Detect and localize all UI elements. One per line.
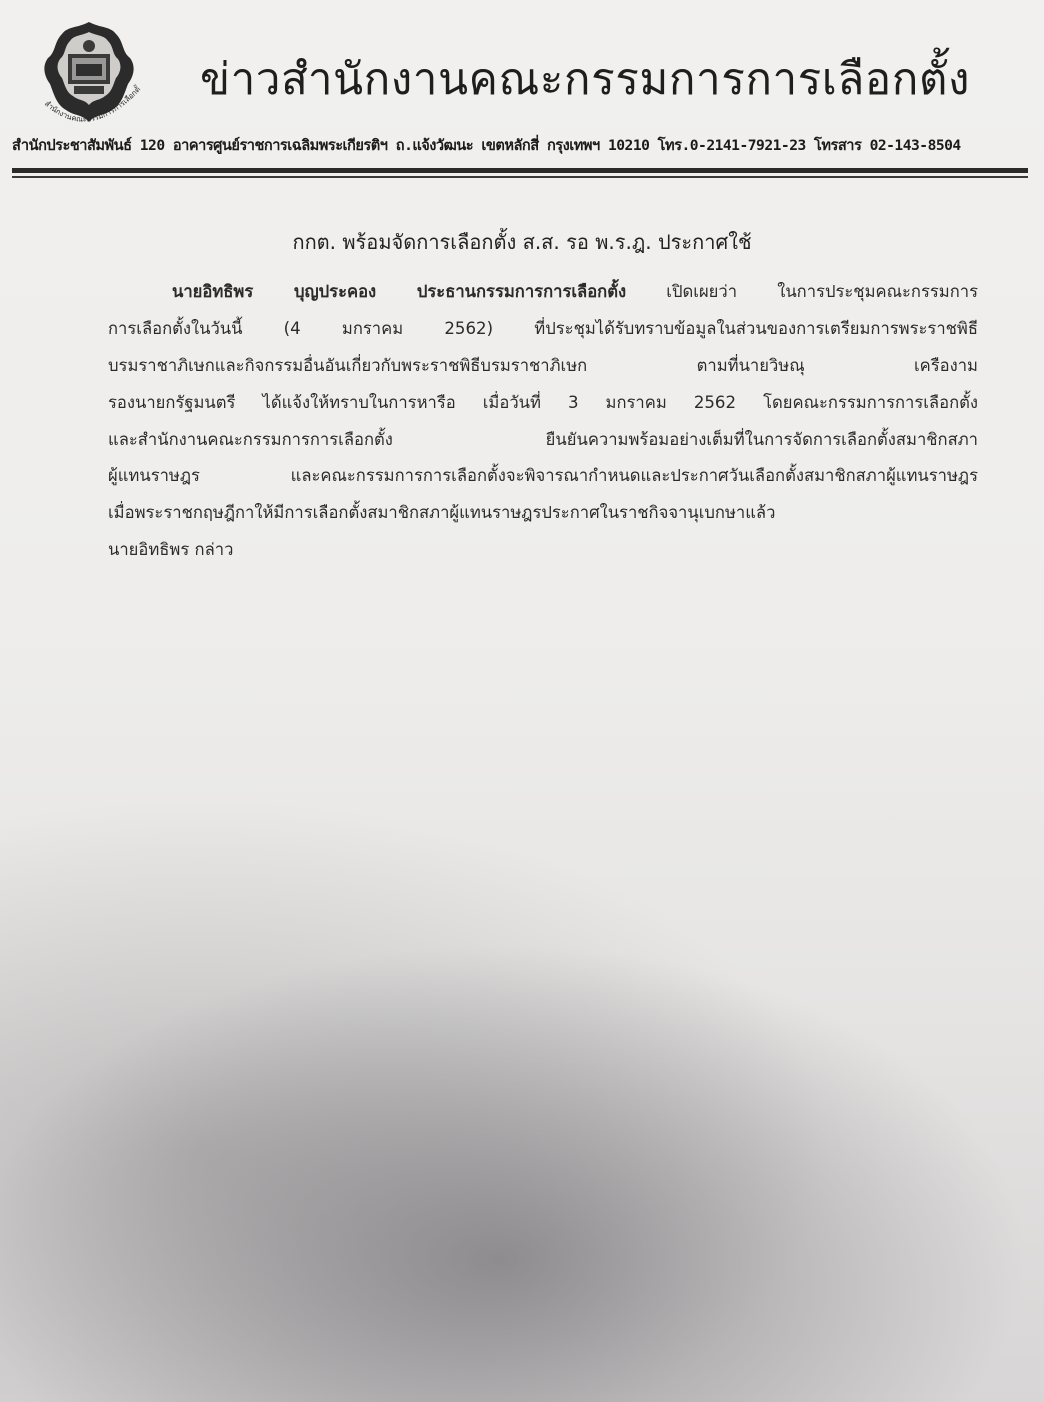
body-line [108, 274, 978, 311]
body-line: การเลือกตั้งในวันนี้ (4 มกราคม 2562) ที่ประชุมได้รับทราบข้อมูลในส่วนของการเตรียมการพระราชพิธี [108, 318, 978, 338]
agency-title: ข่าวสำนักงานคณะกรรมการการเลือกตั้ง [200, 54, 970, 105]
lead-speaker: นายอิทธิพร บุญประคอง ประธานกรรมการการเลือกตั้ง [172, 282, 627, 301]
header-divider-thin [12, 176, 1028, 178]
body-line: บรมราชาภิเษกและกิจกรรมอื่นอันเกี่ยวกับพระราชพิธีบรมราชาภิเษก ตามที่นายวิษณุ เครืองาม [108, 355, 978, 375]
body-line: นายอิทธิพร กล่าว [108, 540, 234, 560]
news-headline: กกต. พร้อมจัดการเลือกตั้ง ส.ส. รอ พ.ร.ฎ. ประกาศใช้ [292, 230, 752, 254]
body-line: ผู้แทนราษฎร และคณะกรรมการการเลือกตั้งจะพิจารณากำหนดและประกาศวันเลือกตั้งสมาชิกสภาผู้แทนราษฎร [108, 466, 978, 486]
logo-arc-text: สำนักงานคณะกรรมการการเลือกตั้ [42, 84, 143, 124]
article-body [108, 274, 978, 569]
body-line: รองนายกรัฐมนตรี ได้แจ้งให้ทราบในการหารือ เมื่อวันที่ 3 มกราคม 2562 โดยคณะกรรมการการเลือกตั้ง [108, 392, 978, 412]
election-commission-seal-logo [30, 18, 148, 130]
agency-address: สำนักประชาสัมพันธ์ 120 อาคารศูนย์ราชการเฉลิมพระเกียรติฯ ถ.แจ้งวัฒนะ เขตหลักสี่ กรุงเทพฯ 10210 โทร.0-2141-7921-23 โทรสาร 02-143-8504 [12, 137, 961, 154]
body-line: เมื่อพระราชกฤษฎีกาให้มีการเลือกตั้งสมาชิกสภาผู้แทนราษฎรประกาศในราชกิจจานุเบกษาแล้ว [108, 503, 776, 523]
header-divider-thick [12, 168, 1028, 173]
body-line-text: เปิดเผยว่า ในการประชุมคณะกรรมการ [666, 282, 978, 301]
body-line: และสำนักงานคณะกรรมการการเลือกตั้ง ยืนยันความพร้อมอย่างเต็มที่ในการจัดการเลือกตั้งสมาชิกสภา [108, 429, 978, 449]
